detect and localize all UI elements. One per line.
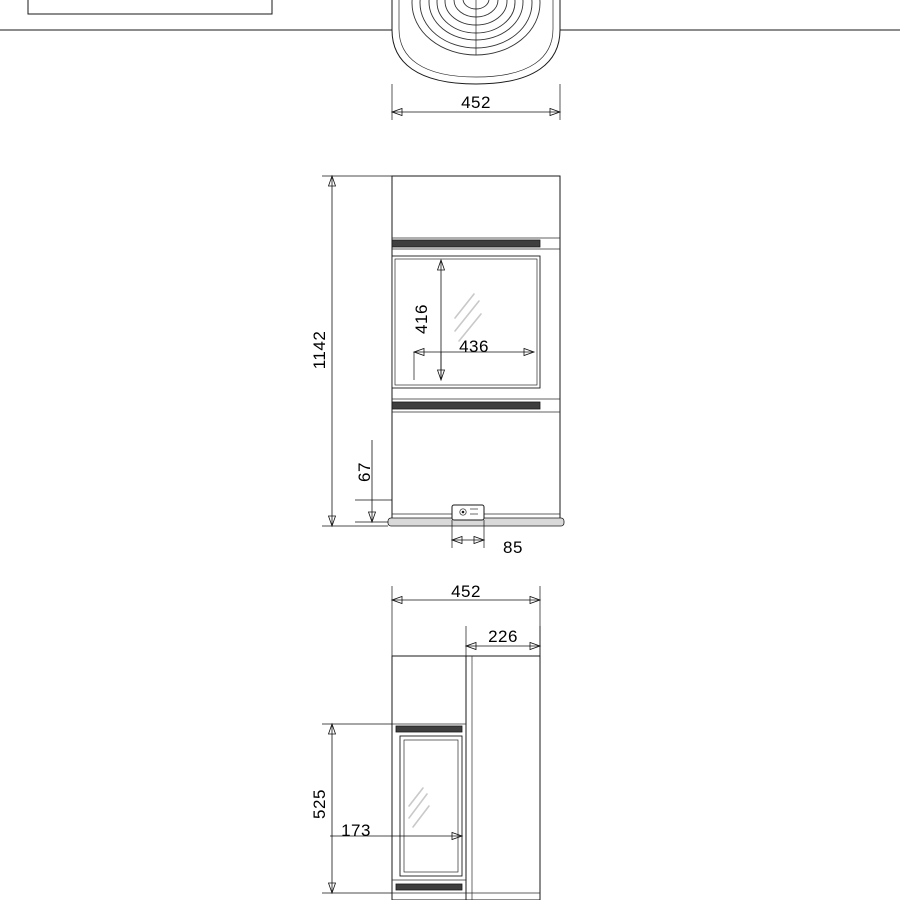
dimension-label-side-glass-height: 525 — [310, 789, 329, 819]
dimension-label-top-width: 452 — [461, 93, 491, 112]
front-control-outlet — [452, 505, 484, 520]
dimension-label-glass-width: 436 — [459, 337, 489, 356]
dimension-label-side-width: 452 — [451, 582, 481, 601]
dimension-label-side-glass-width: 173 — [341, 821, 371, 840]
dimension-label-glass-height: 416 — [412, 304, 431, 334]
dimension-label-front-total-height: 1142 — [310, 330, 329, 370]
dimension-label-side-depth-offset: 226 — [488, 627, 518, 646]
dimension-side-glass-height — [322, 724, 392, 893]
dimension-label-outlet-offset: 85 — [503, 538, 523, 557]
dimension-label-base-height: 67 — [355, 462, 374, 482]
